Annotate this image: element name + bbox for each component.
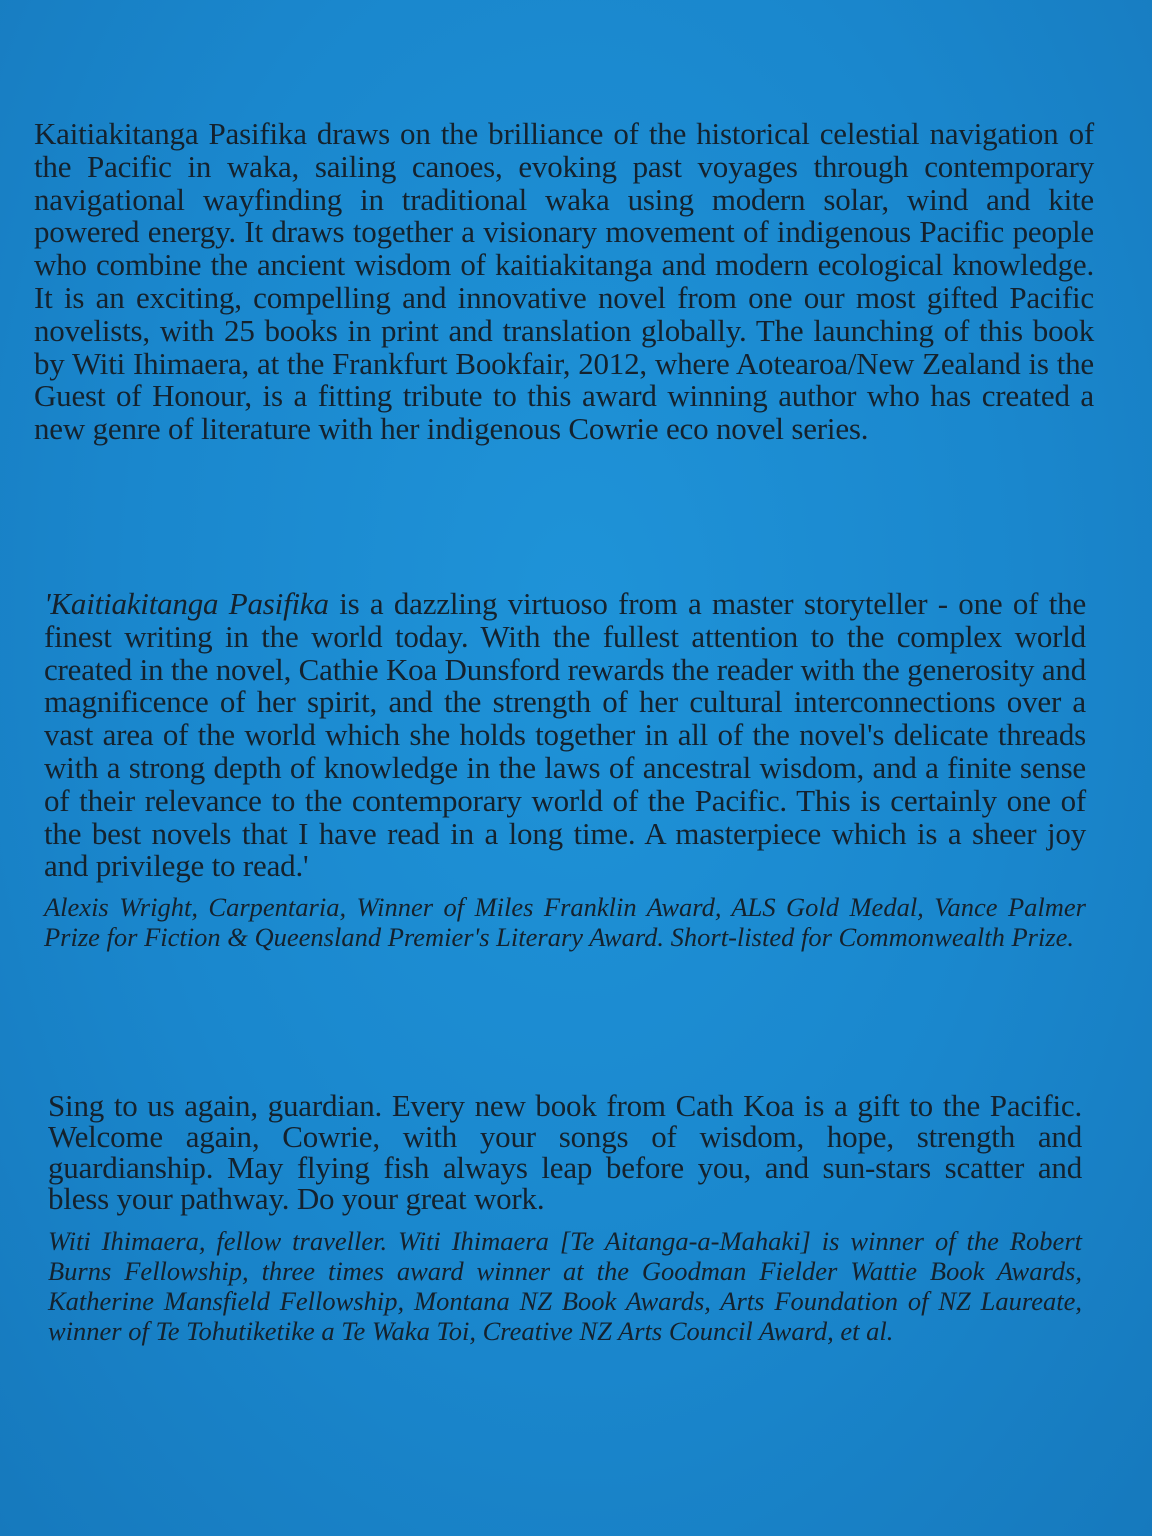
review-witi-ihimaera <box>48 1090 1082 1346</box>
review-alexis-wright <box>44 588 1086 952</box>
review-attribution: Witi Ihimaera, fellow traveller. Witi Ihimaera [Te Aitanga-a-Mahaki] is winner of the Robert Burns Fellowship, three times award winner at the Goodman Fielder Wattie Book Awards, Katherine Mansfield Fellowship, Montana NZ Book Awards, Arts Foundation of NZ Laureate, winner of Te Tohutiketike a Te Waka Toi, Creative NZ Arts Council Award, et al. <box>48 1226 1082 1346</box>
review-quote: Sing to us again, guardian. Every new book from Cath Koa is a gift to the Pacific. Welcome again, Cowrie, with your songs of wisdom, hope, strength and guardianship. May flying fish always leap before you, and sun-stars scatter and bless your pathway. Do your great work. <box>48 1088 1082 1216</box>
book-blurb: Kaitiakitanga Pasifika draws on the brilliance of the historical celestial navigation of the Pacific in waka, sailing canoes, evoking past voyages through contemporary navigational wayfinding in traditional waka using modern solar, wind and kite powered energy. It draws together a visionary movement of indigenous Pacific people who combine the ancient wisdom of kaitiakitanga and modern ecological knowledge. It is an exciting, compelling and innovative novel from one our most gifted Pacific novelists, with 25 books in print and translation globally. The launching of this book by Witi Ihimaera, at the Frankfurt Bookfair, 2012, where Aotearoa/New Zealand is the Guest of Honour, is a fitting tribute to this award winning author who has created a new genre of literature with her indigenous Cowrie eco novel series. <box>34 116 1094 447</box>
review-quote-body: is a dazzling virtuoso from a master storyteller - one of the finest writing in the world today. With the fullest attention to the complex world created in the novel, Cathie Koa Dunsford rewards the reader with the generosity and magnificence of her spirit, and the strength of her cultural interconnections over a vast area of the world which she holds together in all of the novel's delicate threads with a strong depth of knowledge in the laws of ancestral wisdom, and a finite sense of their relevance to the contemporary world of the Pacific. This is certainly one of the best novels that I have read in a long time. A masterpiece which is a sheer joy and privilege to read.' <box>44 586 1086 884</box>
review-quote <box>44 588 1086 883</box>
book-title-italic: 'Kaitiakitanga Pasifika <box>44 586 329 621</box>
review-attribution: Alexis Wright, Carpentaria, Winner of Miles Franklin Award, ALS Gold Medal, Vance Palmer Prize for Fiction & Queensland Premier's Literary Award. Short-listed for Commonwealth Prize. <box>44 892 1086 953</box>
